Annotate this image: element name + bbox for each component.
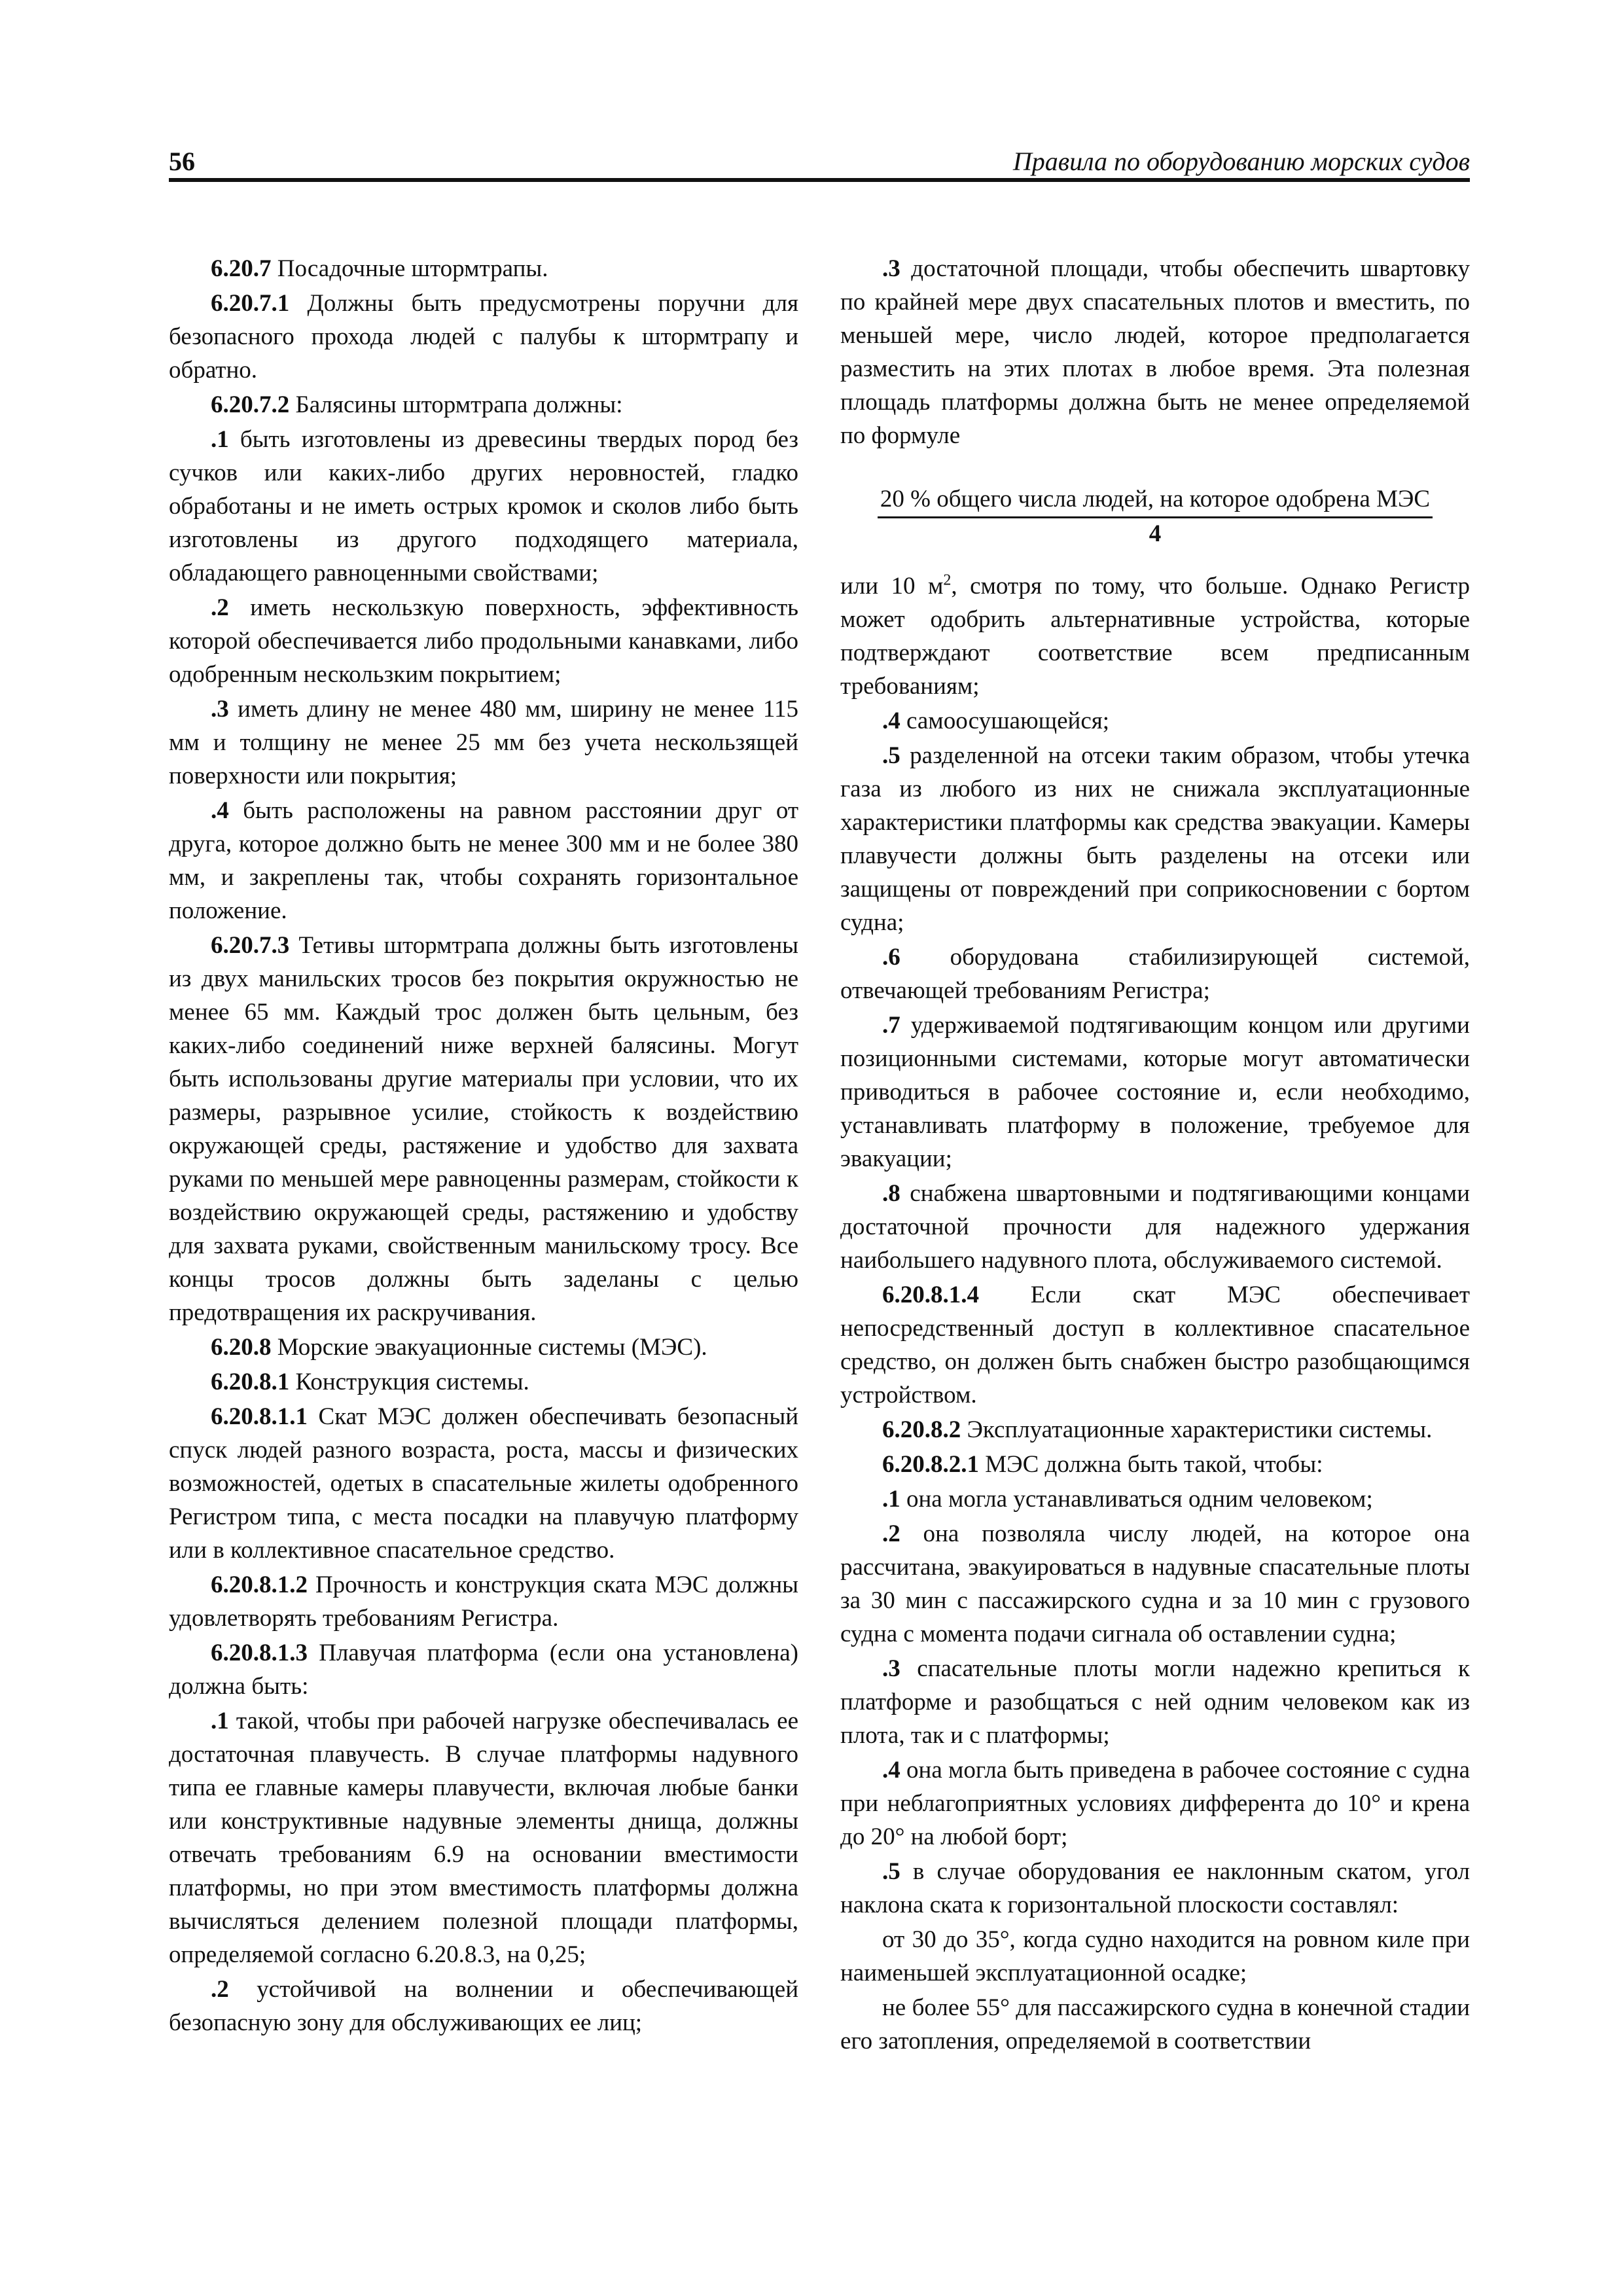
paragraph — [169, 1973, 798, 2039]
clause-number: 6.20.7 — [211, 255, 272, 282]
paragraph — [840, 1009, 1470, 1175]
paragraph-text: самоосушающейся; — [900, 708, 1110, 734]
right-column — [840, 252, 1470, 2059]
paragraph-text: Должны быть предусмотрены поручни для безопасного прохода людей с палубы к штормтрапу и обратно. — [169, 290, 798, 384]
paragraph — [840, 739, 1470, 939]
paragraph-text: Тетивы штормтрапа должны быть изготовлены из двух манильских тросов без покрытия окружностью не менее 65 мм. Каждый трос должен быть цельным, без каких-либо соединений ниже верхней балясины. Могут быть использованы другие материалы при условии, что их размеры, разрывное усилие, стойкость к воздействию окружающей среды, растяжение и удобство для захвата руками по меньшей мере равноценны размерам, стойкости к воздействию окружающей среды, растяжению и удобству для захвата руками, свойственным манильскому тросу. Все концы тросов должны быть заделаны с целью предотвращения их раскручивания. — [169, 932, 798, 1326]
paragraph-text: такой, чтобы при рабочей нагрузке обеспечивалась ее достаточная плавучесть. В случае платформы надувного типа ее главные камеры плавучести, включая любые банки или конструктивные надувные элементы днища, должны отвечать требованиям 6.9 на основании вместимости платформы, но при этом вместимость платформы должна вычисляться делением полезной площади платформы, определяемой согласно 6.20.8.3, на 0,25; — [169, 1708, 798, 1968]
left-column — [169, 252, 798, 2041]
paragraph-text: Посадочные штормтрапы. — [271, 255, 548, 282]
paragraph — [840, 1753, 1470, 1854]
clause-number: .4 — [882, 1757, 901, 1784]
paragraph-text: она могла устанавливаться одним человеком; — [900, 1486, 1373, 1513]
paragraph-text: иметь длину не менее 480 мм, ширину не менее 115 мм и толщину не менее 25 мм без учета нескользящей поверхности или покрытия; — [169, 696, 798, 789]
paragraph — [169, 1568, 798, 1635]
clause-number: 6.20.8.1.2 — [211, 1571, 308, 1598]
paragraph — [840, 569, 1470, 703]
paragraph — [169, 252, 798, 285]
clause-number: 6.20.8.2.1 — [882, 1451, 979, 1478]
paragraph — [169, 287, 798, 387]
clause-number: 6.20.7.1 — [211, 290, 290, 317]
clause-number: 6.20.7.2 — [211, 391, 290, 418]
paragraph-text: Балясины штормтрапа должны: — [289, 391, 623, 418]
paragraph-text: Если скат МЭС обеспечивает непосредственный доступ в коллективное спасательное средство, он должен быть снабжен быстро разобщающимся устройством. — [840, 1282, 1470, 1408]
formula-numerator: 20 % общего числа людей, на которое одобрена МЭС — [878, 484, 1433, 518]
paragraph-text: в случае оборудования ее наклонным скатом, угол наклона ската к горизонтальной плоскости составлял: — [840, 1858, 1470, 1918]
paragraph — [840, 1991, 1470, 2058]
paragraph-text: снабжена швартовными и подтягивающими концами достаточной прочности для надежного удержания наибольшего надувного плота, обслуживаемого системой. — [840, 1180, 1470, 1274]
paragraph-text: не более 55° для пассажирского судна в конечной стадии его затопления, определяемой в соответствии — [840, 1994, 1470, 2054]
paragraph-text: или 10 м — [840, 573, 944, 600]
paragraph — [169, 692, 798, 793]
clause-number: 6.20.8.1.3 — [211, 1640, 308, 1666]
clause-number: .3 — [882, 1655, 901, 1682]
paragraph — [169, 1331, 798, 1364]
paragraph — [169, 1365, 798, 1399]
paragraph-text: оборудована стабилизирующей системой, отвечающей требованиям Регистра; — [840, 944, 1470, 1004]
paragraph-text: Эксплуатационные характеристики системы. — [961, 1416, 1433, 1443]
page-header — [169, 145, 1470, 182]
clause-number: 6.20.8 — [211, 1334, 272, 1361]
paragraph — [169, 929, 798, 1329]
clause-number: .5 — [882, 1858, 901, 1885]
paragraph — [169, 1704, 798, 1971]
clause-number: 6.20.7.3 — [211, 932, 290, 959]
clause-number: .7 — [882, 1012, 901, 1039]
area-formula — [840, 484, 1470, 550]
clause-number: .2 — [882, 1520, 901, 1547]
formula-denominator: 4 — [1149, 520, 1162, 547]
paragraph — [840, 252, 1470, 452]
clause-number: .2 — [211, 1976, 229, 2003]
paragraph — [840, 1448, 1470, 1481]
paragraph-text: Скат МЭС должен обеспечивать безопасный спуск людей разного возраста, роста, массы и физических возможностей, одетых в спасательные жилеты одобренного Регистром типа, с места посадки на плавучую платформу или в коллективное спасательное средство. — [169, 1403, 798, 1564]
clause-number: .5 — [882, 742, 901, 769]
page-number: 56 — [169, 147, 195, 176]
clause-number: .8 — [882, 1180, 901, 1207]
paragraph-text: устойчивой на волнении и обеспечивающей безопасную зону для обслуживающих ее лиц; — [169, 1976, 798, 2036]
paragraph — [840, 1652, 1470, 1752]
running-title: Правила по оборудованию морских судов — [1012, 147, 1470, 176]
paragraph-text: от 30 до 35°, когда судно находится на ровном киле при наименьшей эксплуатационной осадке; — [840, 1926, 1470, 1986]
paragraph-text: спасательные плоты могли надежно крепиться к платформе и разобщаться с ней одним человеком как из плота, так и с платформы; — [840, 1655, 1470, 1749]
clause-number: .1 — [211, 426, 229, 453]
paragraph-text: Морские эвакуационные системы (МЭС). — [271, 1334, 707, 1361]
paragraph-text: она могла быть приведена в рабочее состояние с судна при неблагоприятных условиях дифферента до 10° и крена до 20° на любой борт; — [840, 1757, 1470, 1850]
paragraph — [169, 1400, 798, 1567]
clause-number: .6 — [882, 944, 901, 971]
paragraph — [840, 941, 1470, 1007]
paragraph-text: иметь нескользкую поверхность, эффективность которой обеспечивается либо продольными канавками, либо одобренным нескользким покрытием; — [169, 594, 798, 688]
clause-number: .3 — [211, 696, 229, 723]
paragraph — [169, 388, 798, 422]
clause-number: .4 — [882, 708, 901, 734]
paragraph-text: МЭС должна быть такой, чтобы: — [979, 1451, 1323, 1478]
paragraph — [840, 1923, 1470, 1990]
clause-number: .4 — [211, 797, 229, 824]
clause-number: .2 — [211, 594, 229, 621]
paragraph-text: она позволяла числу людей, на которое она рассчитана, эвакуироваться в надувные спасательные плоты за 30 мин с пассажирского судна и за 10 мин с грузового судна с момента подачи сигнала об оставлении судна; — [840, 1520, 1470, 1647]
paragraph-text: Конструкция системы. — [289, 1369, 529, 1395]
clause-number: .1 — [882, 1486, 901, 1513]
paragraph-text: быть изготовлены из древесины твердых пород без сучков или каких-либо других неровностей, гладко обработаны и не иметь острых кромок и сколов либо быть изготовлены из другого подходящего материала, обладающего равноценными свойствами; — [169, 426, 798, 586]
clause-number: 6.20.8.1.1 — [211, 1403, 308, 1430]
paragraph-text: , смотря по тому, что больше. Однако Регистр может одобрить альтернативные устройства, которые подтверждают соответствие всем предписанным требованиям; — [840, 573, 1471, 700]
paragraph — [169, 591, 798, 691]
paragraph — [840, 1517, 1470, 1651]
paragraph-text: Плавучая платформа (если она установлена) должна быть: — [169, 1640, 798, 1700]
paragraph-text: Прочность и конструкция ската МЭС должны удовлетворять требованиям Регистра. — [169, 1571, 798, 1632]
paragraph-text: удерживаемой подтягивающим концом или другими позиционными системами, которые могут автоматически приводиться в рабочее состояние и, если необходимо, устанавливать платформу в положение, требуемое для эвакуации; — [840, 1012, 1470, 1172]
paragraph — [840, 704, 1470, 738]
clause-number: .1 — [211, 1708, 229, 1734]
paragraph — [840, 1177, 1470, 1277]
paragraph — [169, 794, 798, 927]
paragraph — [169, 1636, 798, 1703]
paragraph — [840, 1482, 1470, 1516]
paragraph — [840, 1278, 1470, 1412]
clause-number: 6.20.8.1.4 — [882, 1282, 979, 1308]
paragraph — [840, 1413, 1470, 1446]
clause-number: 6.20.8.1 — [211, 1369, 290, 1395]
superscript: 2 — [943, 571, 952, 589]
clause-number: 6.20.8.2 — [882, 1416, 961, 1443]
paragraph — [840, 1855, 1470, 1922]
paragraph-text: разделенной на отсеки таким образом, чтобы утечка газа из любого из них не снижала эксплуатационные характеристики платформы как средства эвакуации. Камеры плавучести должны быть разделены на отсеки или защищены от повреждений при соприкосновении с бортом судна; — [840, 742, 1470, 936]
paragraph-text: быть расположены на равном расстоянии друг от друга, которое должно быть не менее 300 мм и не более 380 мм, и закреплены так, чтобы сохранять горизонтальное положение. — [169, 797, 798, 924]
clause-number: .3 — [882, 255, 901, 282]
paragraph — [169, 423, 798, 590]
paragraph-text: достаточной площади, чтобы обеспечить швартовку по крайней мере двух спасательных плотов и вместить, по меньшей мере, число людей, которое предполагается разместить на этих плотах в любое время. Эта полезная площадь платформы должна быть не менее определяемой по формуле — [840, 255, 1470, 449]
